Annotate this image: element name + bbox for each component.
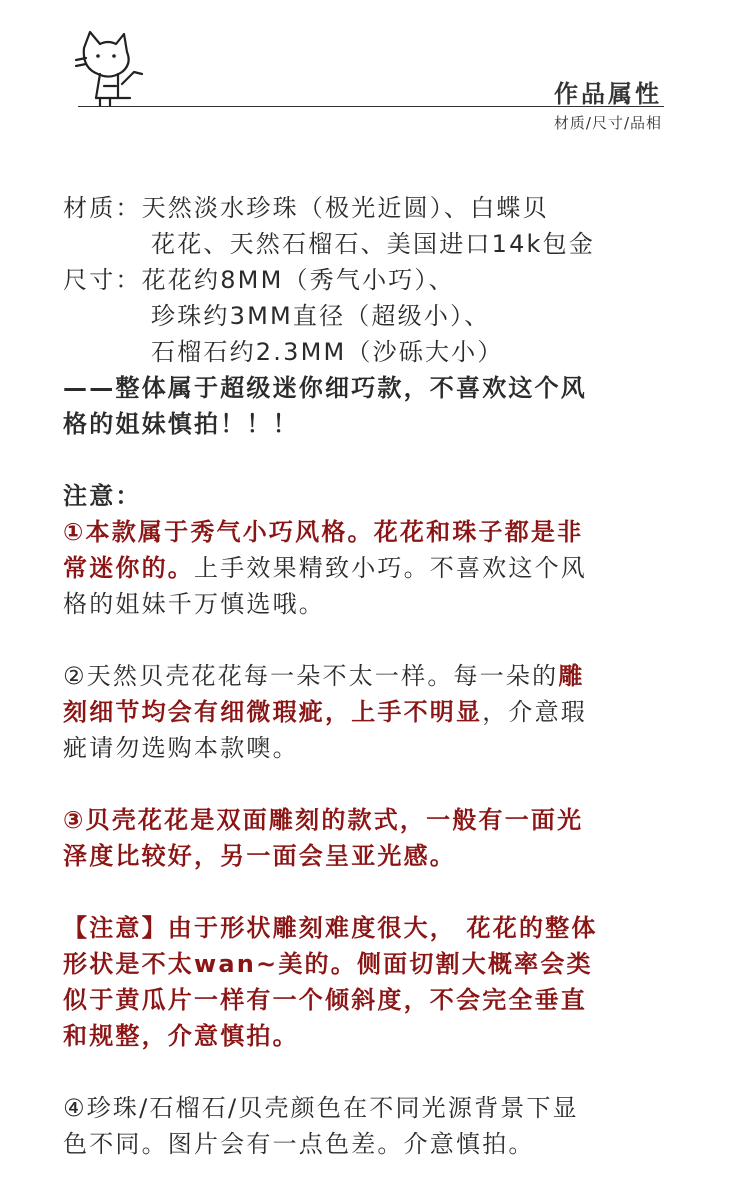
note-2-text: ②天然贝壳花花每一朵不太一样。每一朵的 [63, 662, 559, 690]
note-3-line: ③贝壳花花是双面雕刻的款式，一般有一面光 [63, 806, 584, 834]
note-4-line: 色不同。图片会有一点色差。介意慎拍。 [63, 1130, 535, 1158]
note-2-text: ，介意瑕 [482, 698, 588, 726]
notes-heading: 注意： [63, 482, 142, 510]
note-1-line: ①本款属于秀气小巧风格。花花和珠子都是非 [63, 518, 584, 546]
section-title: 作品属性 [554, 80, 662, 108]
cat-logo-icon [70, 28, 160, 110]
size-line-cont: 石榴石约2.3MM（沙砾大小） [151, 338, 504, 366]
note-1-line: 格的姐妹千万慎选哦。 [63, 590, 325, 618]
summary-line: ——整体属于超级迷你细巧款，不喜欢这个风 [63, 374, 587, 402]
note-4-line: ④珍珠/石榴石/贝壳颜色在不同光源背景下显 [63, 1094, 579, 1122]
warning-line: 【注意】由于形状雕刻难度很大， 花花的整体 [63, 914, 598, 942]
note-1-line [63, 550, 703, 586]
warning-line: 似于黄瓜片一样有一个倾斜度，不会完全垂直 [63, 986, 587, 1014]
note-2-emphasis: 雕 [558, 662, 585, 690]
note-3-line: 泽度比较好，另一面会呈亚光感。 [63, 842, 456, 870]
note-2-line [63, 694, 703, 730]
section-subtitle: 材质/尺寸/品相 [553, 114, 662, 132]
size-line: 尺寸：花花约8MM（秀气小巧）、 [63, 266, 455, 294]
warning-line: 和规整，介意慎拍。 [63, 1022, 299, 1050]
material-line: 材质：天然淡水珍珠（极光近圆）、白蝶贝 [63, 194, 549, 222]
note-1-text: 上手效果精致小巧。不喜欢这个风 [194, 554, 587, 582]
product-description [63, 190, 703, 1162]
page-header [0, 0, 750, 140]
warning-line: 形状是不太wan~美的。侧面切割大概率会类 [63, 950, 593, 978]
size-line-cont: 珍珠约3MM直径（超级小）、 [151, 302, 491, 330]
summary-line: 格的姐妹慎拍！！！ [63, 410, 299, 438]
note-2-emphasis: 刻细节均会有细微瑕疵，上手不明显 [63, 698, 483, 726]
material-line-cont: 花花、天然石榴石、美国进口14k包金 [151, 230, 596, 258]
note-2-line [63, 658, 703, 694]
note-1-emphasis: 常迷你的。 [63, 554, 194, 582]
note-2-line: 疵请勿选购本款噢。 [63, 734, 299, 762]
